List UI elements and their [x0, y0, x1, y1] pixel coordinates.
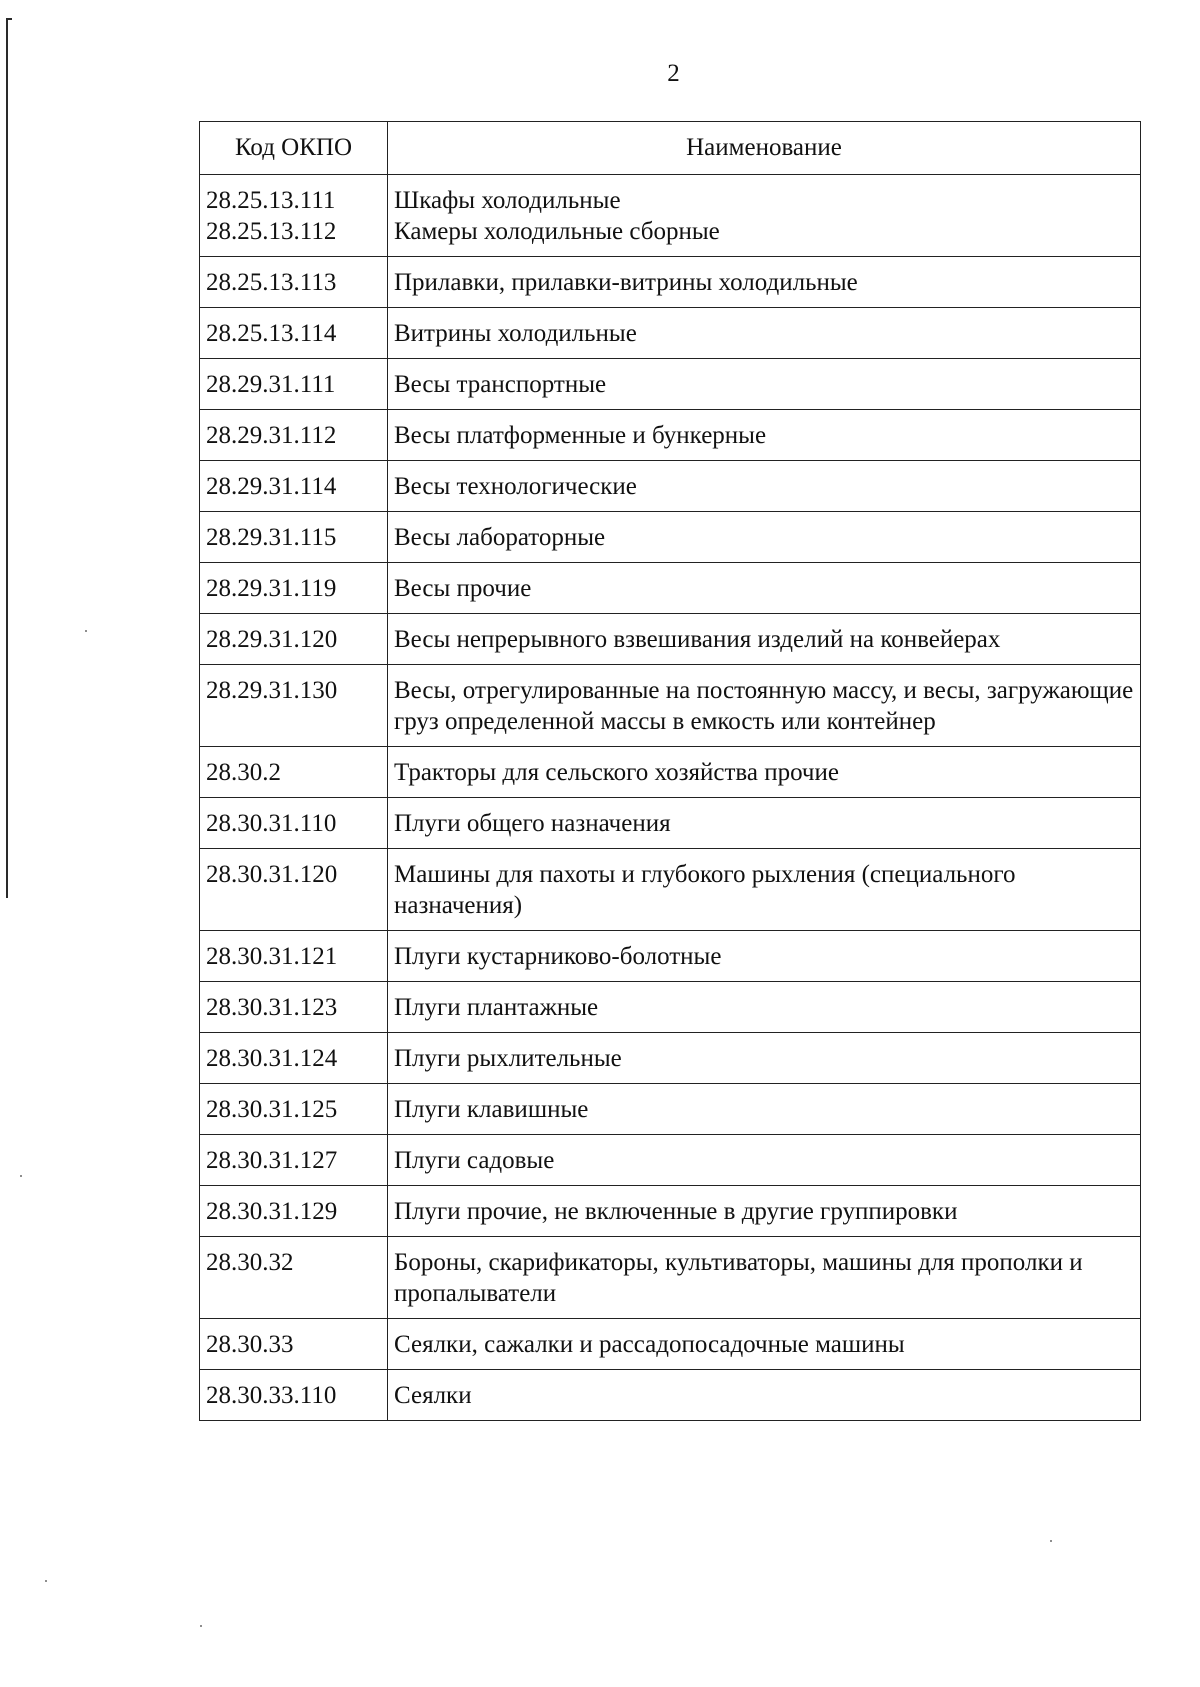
okpo-code: 28.25.13.111 28.25.13.112	[200, 175, 388, 257]
okpo-code: 28.29.31.112	[200, 410, 388, 461]
page-number: 2	[667, 60, 680, 87]
item-name: Машины для пахоты и глубокого рыхления (специального назначения)	[388, 849, 1141, 931]
okpo-code: 28.29.31.114	[200, 461, 388, 512]
table-row	[200, 849, 1141, 931]
item-name: Весы платформенные и бункерные	[388, 410, 1141, 461]
item-name: Сеялки, сажалки и рассадопосадочные машины	[388, 1319, 1141, 1370]
item-name: Плуги плантажные	[388, 982, 1141, 1033]
item-name: Бороны, скарификаторы, культиваторы, машины для прополки и пропалыватели	[388, 1237, 1141, 1319]
item-name: Весы прочие	[388, 563, 1141, 614]
item-name: Плуги общего назначения	[388, 798, 1141, 849]
table-row	[200, 257, 1141, 308]
okpo-code: 28.30.31.125	[200, 1084, 388, 1135]
table-row	[200, 512, 1141, 563]
table-row	[200, 614, 1141, 665]
table-row	[200, 747, 1141, 798]
scan-speck	[85, 630, 87, 632]
okpo-code: 28.30.33	[200, 1319, 388, 1370]
item-name: Весы лабораторные	[388, 512, 1141, 563]
table-header-row	[200, 122, 1141, 175]
item-name: Шкафы холодильные Камеры холодильные сборные	[388, 175, 1141, 257]
table-row	[200, 1319, 1141, 1370]
okpo-code: 28.30.31.121	[200, 931, 388, 982]
header-code: Код ОКПО	[200, 122, 388, 175]
table-row	[200, 1237, 1141, 1319]
item-name: Плуги садовые	[388, 1135, 1141, 1186]
table-row	[200, 359, 1141, 410]
item-name: Весы непрерывного взвешивания изделий на конвейерах	[388, 614, 1141, 665]
okpo-code: 28.29.31.115	[200, 512, 388, 563]
okpo-table	[199, 121, 1141, 1421]
scan-speck	[1050, 1540, 1052, 1542]
scan-speck	[200, 1625, 202, 1627]
scan-edge-mark	[6, 18, 8, 898]
table-row	[200, 1135, 1141, 1186]
okpo-code: 28.29.31.111	[200, 359, 388, 410]
table-row	[200, 982, 1141, 1033]
item-name: Плуги прочие, не включенные в другие группировки	[388, 1186, 1141, 1237]
table-row	[200, 1186, 1141, 1237]
item-name: Весы, отрегулированные на постоянную массу, и весы, загружающие груз определенной массы в емкость или контейнер	[388, 665, 1141, 747]
table-row	[200, 665, 1141, 747]
okpo-code: 28.30.31.120	[200, 849, 388, 931]
okpo-code: 28.30.33.110	[200, 1370, 388, 1421]
item-name: Прилавки, прилавки-витрины холодильные	[388, 257, 1141, 308]
okpo-code: 28.30.2	[200, 747, 388, 798]
item-name: Плуги клавишные	[388, 1084, 1141, 1135]
scan-speck	[20, 1175, 22, 1177]
item-name: Сеялки	[388, 1370, 1141, 1421]
okpo-code: 28.30.31.124	[200, 1033, 388, 1084]
table-row	[200, 798, 1141, 849]
okpo-code: 28.30.31.127	[200, 1135, 388, 1186]
okpo-code: 28.30.31.129	[200, 1186, 388, 1237]
item-name: Тракторы для сельского хозяйства прочие	[388, 747, 1141, 798]
item-name: Витрины холодильные	[388, 308, 1141, 359]
okpo-code: 28.29.31.120	[200, 614, 388, 665]
header-name: Наименование	[388, 122, 1141, 175]
table-row	[200, 1370, 1141, 1421]
okpo-code: 28.29.31.119	[200, 563, 388, 614]
table-row	[200, 308, 1141, 359]
okpo-code: 28.29.31.130	[200, 665, 388, 747]
table-row	[200, 1084, 1141, 1135]
table-row	[200, 461, 1141, 512]
scan-edge-corner	[6, 18, 12, 20]
item-name: Весы транспортные	[388, 359, 1141, 410]
okpo-code: 28.30.32	[200, 1237, 388, 1319]
scan-speck	[45, 1580, 47, 1582]
table-row	[200, 563, 1141, 614]
item-name: Плуги кустарниково-болотные	[388, 931, 1141, 982]
okpo-code: 28.30.31.110	[200, 798, 388, 849]
okpo-code: 28.30.31.123	[200, 982, 388, 1033]
table-row	[200, 931, 1141, 982]
okpo-code: 28.25.13.114	[200, 308, 388, 359]
item-name: Плуги рыхлительные	[388, 1033, 1141, 1084]
item-name: Весы технологические	[388, 461, 1141, 512]
table-row	[200, 410, 1141, 461]
okpo-code: 28.25.13.113	[200, 257, 388, 308]
table-row	[200, 175, 1141, 257]
table-row	[200, 1033, 1141, 1084]
